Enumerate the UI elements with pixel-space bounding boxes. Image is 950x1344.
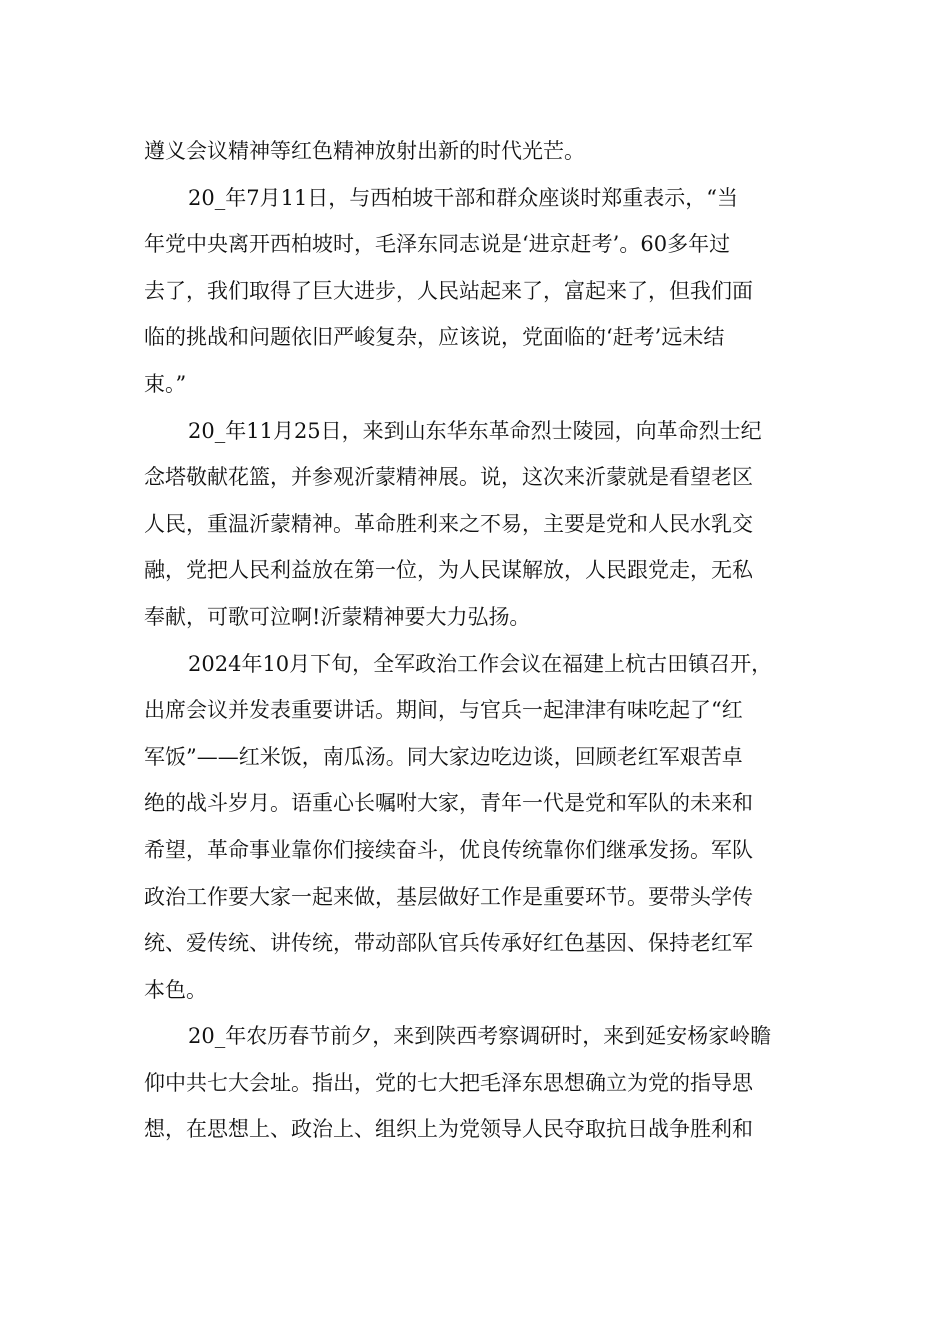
paragraph (144, 641, 804, 1014)
text-line: 去了，我们取得了巨大进步，人民站起来了，富起来了，但我们面 (144, 278, 753, 303)
document-body (144, 128, 804, 1153)
text-line: 出席会议并发表重要讲话。期间，与官兵一起津津有味吃起了“红 (144, 698, 743, 723)
text-line: 政治工作要大家一起来做，基层做好工作是重要环节。要带头学传 (144, 884, 753, 909)
text-line: 念塔敬献花篮，并参观沂蒙精神展。说，这次来沂蒙就是看望老区 (144, 465, 753, 490)
paragraph (144, 128, 804, 175)
text-line: 本色。 (144, 977, 207, 1002)
text-line: 想，在思想上、政治上、组织上为党领导人民夺取抗日战争胜利和 (144, 1117, 753, 1142)
text-line: 遵义会议精神等红色精神放射出新的时代光芒。 (144, 139, 585, 163)
text-line: 20_年农历春节前夕，来到陕西考察调研时，来到延安杨家岭瞻 (188, 1024, 772, 1049)
paragraph (144, 175, 804, 408)
text-line: 临的挑战和问题依旧严峻复杂，应该说，党面临的‘赶考’远未结 (144, 325, 725, 350)
text-line: 统、爱传统、讲传统，带动部队官兵传承好红色基因、保持老红军 (144, 931, 753, 956)
paragraph (144, 408, 804, 641)
text-line: 仰中共七大会址。指出，党的七大把毛泽东思想确立为党的指导思 (144, 1070, 753, 1095)
text-line: 2024年10月下旬，全军政治工作会议在福建上杭古田镇召开， (188, 651, 773, 676)
text-line: 融，党把人民利益放在第一位，为人民谋解放，人民跟党走，无私 (144, 558, 753, 583)
text-line: 20_年11月25日，来到山东华东革命烈士陵园，向革命烈士纪 (188, 418, 762, 443)
text-line: 年党中央离开西柏坡时，毛泽东同志说是‘进京赶考’。60多年过 (144, 232, 731, 257)
text-line: 人民，重温沂蒙精神。革命胜利来之不易，主要是党和人民水乳交 (144, 511, 753, 536)
text-line: 束。” (144, 371, 187, 396)
text-line: 绝的战斗岁月。语重心长嘱咐大家，青年一代是党和军队的未来和 (144, 791, 753, 816)
text-line: 希望，革命事业靠你们接续奋斗，优良传统靠你们继承发扬。军队 (144, 837, 753, 862)
text-line: 20_年7月11日，与西柏坡干部和群众座谈时郑重表示，“当 (188, 185, 739, 210)
text-line: 奉献，可歌可泣啊!沂蒙精神要大力弘扬。 (144, 604, 531, 629)
text-line: 军饭”——红米饭，南瓜汤。同大家边吃边谈，回顾老红军艰苦卓 (144, 744, 743, 769)
paragraph (144, 1013, 804, 1153)
